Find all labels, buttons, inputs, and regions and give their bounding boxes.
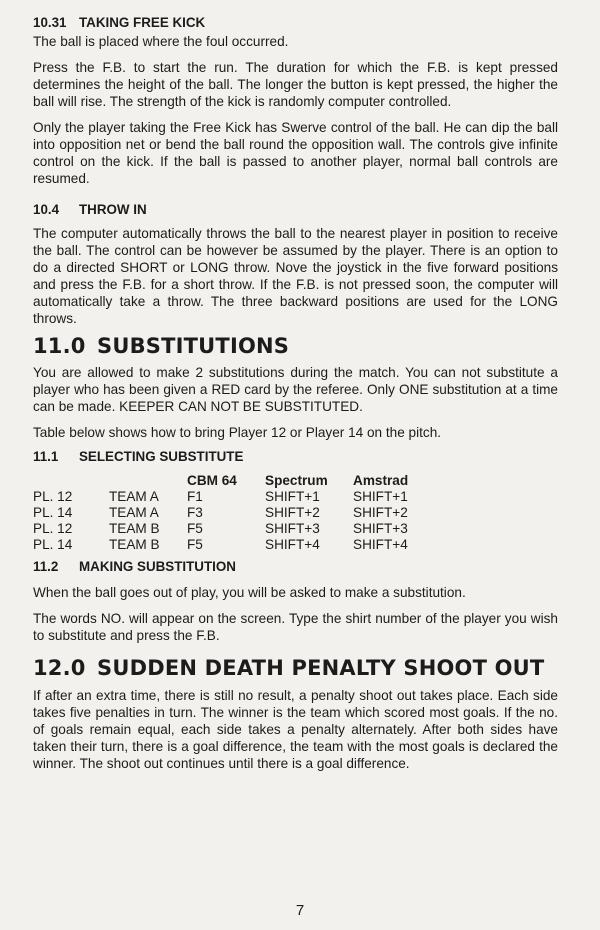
table-cell: SHIFT+1 — [353, 489, 408, 504]
table-cell: SHIFT+2 — [353, 505, 408, 520]
paragraph: You are allowed to make 2 substitutions during the match. You can not substitute a player who has been given a RED card by the referee. Only ONE substitution at a time can be made. KEEPER CAN NOT BE SUBSTITUTED. — [33, 365, 558, 414]
header-cell: Amstrad — [353, 473, 409, 488]
header-cell — [109, 473, 187, 489]
paragraph: Table below shows how to bring Player 12 or Player 14 on the pitch. — [33, 425, 442, 440]
chapter-title: SUDDEN DEATH PENALTY SHOOT OUT — [97, 656, 545, 680]
table-header-row — [33, 473, 443, 489]
section-number: 10.31 — [33, 15, 67, 30]
section-heading — [33, 14, 558, 31]
paragraph: If after an extra time, there is still no result, a penalty shoot out takes place. Each side takes five penalties in turn. The winner is the team which scored most goals. If the no. of goals remain equal, each side takes a penalty alternately. After both sides have taken their turn, there is a goal difference, the team with the most goals is declared the winner. The shoot out continues until there is a goal difference. — [33, 688, 558, 771]
section-title: TAKING FREE KICK — [79, 15, 206, 30]
substitute-key-table — [33, 473, 443, 553]
paragraph: The ball is placed where the foul occurred. — [33, 34, 289, 49]
table-cell: SHIFT+3 — [265, 521, 320, 536]
section-heading — [33, 201, 558, 218]
table-cell: F3 — [187, 505, 203, 520]
paragraph: The computer automatically throws the ball to the nearest player in position to receive the ball. The control can be however be assumed by the player. There is an option to do a directed SHORT or LONG throw. Nove the joystick in the five forward positions and press the F.B. for a short throw. If the F.B. is not pressed soon, the computer will automatically take a throw. The three backward positions are used for the LONG throws. — [33, 226, 558, 326]
table-cell: F5 — [187, 521, 203, 536]
chapter-title: SUBSTITUTIONS — [97, 334, 290, 358]
table-row — [33, 505, 443, 521]
header-cell — [33, 473, 109, 489]
section-title: MAKING SUBSTITUTION — [79, 559, 236, 574]
table-cell: F5 — [187, 537, 203, 552]
section-number: 10.4 — [33, 202, 60, 217]
section-heading — [33, 558, 558, 575]
header-cell: CBM 64 — [187, 473, 237, 488]
chapter-number: 12.0 — [33, 656, 86, 680]
section-11-0 — [33, 333, 558, 441]
table-cell: PL. 14 — [33, 537, 73, 552]
section-11-2 — [33, 558, 558, 644]
table-cell: PL. 12 — [33, 489, 73, 504]
chapter-number: 11.0 — [33, 334, 86, 358]
paragraph: The words NO. will appear on the screen. Type the shirt number of the player you wish to substitute and press the F.B. — [33, 611, 558, 643]
paragraph: Press the F.B. to start the run. The duration for which the F.B. is kept pressed determines the height of the ball. The longer the button is kept pressed, the higher the ball will rise. The strength of the kick is randomly computer controlled. — [33, 60, 558, 109]
table-row — [33, 537, 443, 553]
table-row — [33, 521, 443, 537]
table-cell: F1 — [187, 489, 203, 504]
table-cell: TEAM B — [109, 521, 160, 536]
table-cell: PL. 12 — [33, 521, 73, 536]
section-10-31 — [33, 14, 558, 187]
section-number: 11.2 — [33, 559, 59, 574]
paragraph: Only the player taking the Free Kick has Swerve control of the ball. He can dip the ball into opposition net or bend the ball round the opposition wall. The controls give infinite control on the kick. If the ball is passed to another player, normal ball controls are resumed. — [33, 120, 558, 186]
section-11-1 — [33, 448, 558, 553]
table-cell: SHIFT+1 — [265, 489, 320, 504]
section-title: SELECTING SUBSTITUTE — [79, 449, 244, 464]
table-row — [33, 489, 443, 505]
header-cell: Spectrum — [265, 473, 328, 488]
section-number: 11.1 — [33, 449, 59, 464]
section-12-0 — [33, 655, 558, 772]
paragraph: When the ball goes out of play, you will be asked to make a substitution. — [33, 585, 466, 600]
table-cell: TEAM A — [109, 489, 159, 504]
section-10-4 — [33, 201, 558, 327]
manual-page — [33, 14, 558, 772]
table-cell: PL. 14 — [33, 505, 73, 520]
table-cell: SHIFT+2 — [265, 505, 320, 520]
section-title: THROW IN — [79, 202, 147, 217]
table-cell: TEAM A — [109, 505, 159, 520]
table-cell: SHIFT+4 — [353, 537, 408, 552]
chapter-heading — [33, 333, 558, 359]
table-cell: SHIFT+3 — [353, 521, 408, 536]
section-heading — [33, 448, 558, 465]
chapter-heading — [33, 655, 558, 681]
table-cell: TEAM B — [109, 537, 160, 552]
table-cell: SHIFT+4 — [265, 537, 320, 552]
page-number: 7 — [295, 902, 305, 919]
